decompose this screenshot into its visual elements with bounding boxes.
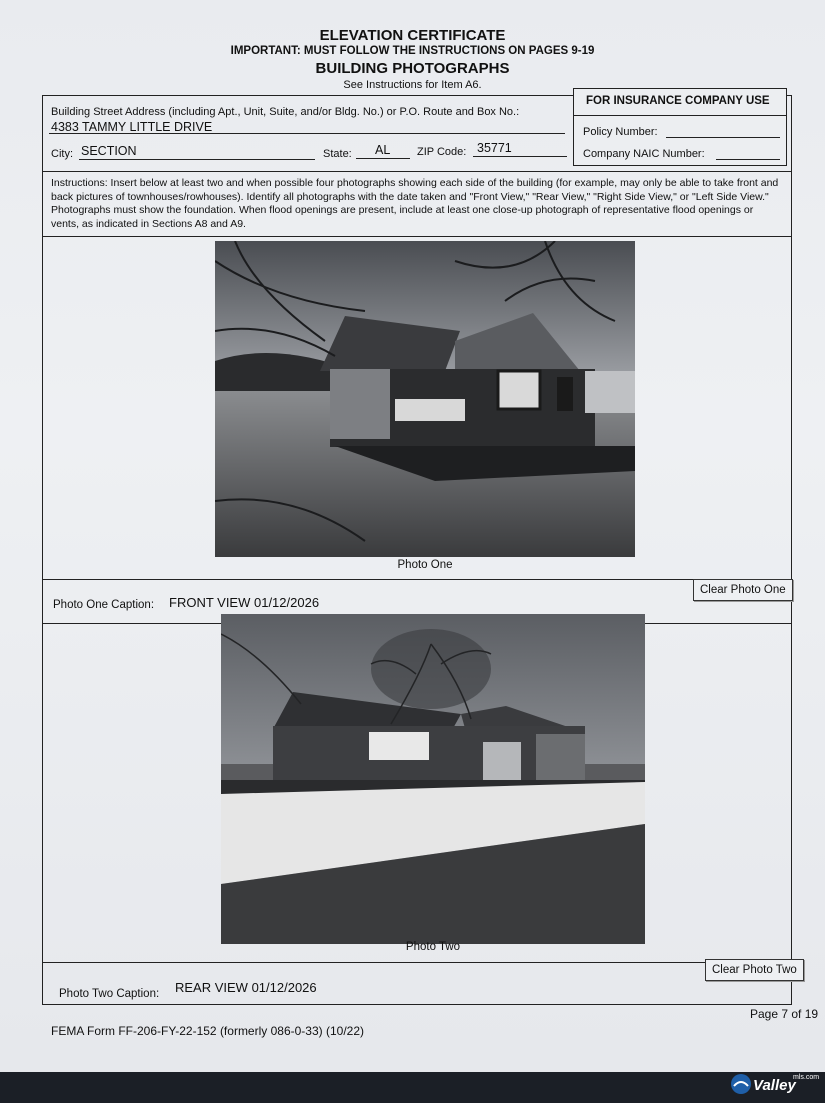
clear-photo-one-button[interactable]: Clear Photo One	[693, 579, 793, 601]
valley-logo-icon	[729, 1070, 821, 1098]
address-label: Building Street Address (including Apt., Unit, Suite, and/or Bldg. No.) or P.O. Route and Box No.:	[51, 106, 520, 118]
photo-one-caption-field[interactable]: FRONT VIEW 01/12/2026	[169, 595, 320, 610]
section-title: BUILDING PHOTOGRAPHS	[315, 60, 510, 77]
address-field[interactable]: 4383 TAMMY LITTLE DRIVE	[51, 120, 213, 134]
photo-one-label: Photo One	[397, 559, 453, 571]
form-frame	[42, 95, 797, 1005]
see-instructions: See Instructions for Item A6.	[343, 79, 482, 91]
state-underline	[356, 158, 410, 159]
svg-text:mls.com: mls.com	[793, 1074, 820, 1081]
page-number: Page 7 of 19	[750, 1007, 819, 1021]
address-underline	[49, 133, 565, 134]
divider	[43, 962, 791, 963]
photo-two-label: Photo Two	[405, 941, 461, 953]
policy-number-label: Policy Number:	[583, 126, 658, 138]
policy-number-field[interactable]	[666, 137, 780, 138]
photo-two-caption-field[interactable]: REAR VIEW 01/12/2026	[175, 980, 317, 995]
state-label: State:	[323, 148, 352, 160]
city-field[interactable]: SECTION	[81, 144, 137, 158]
insurance-box	[573, 88, 787, 166]
city-underline	[79, 159, 315, 160]
valley-mls-watermark	[729, 1070, 821, 1098]
naic-number-label: Company NAIC Number:	[583, 148, 705, 160]
svg-text:Valley: Valley	[753, 1077, 796, 1094]
zip-label: ZIP Code:	[417, 146, 467, 158]
city-label: City:	[51, 148, 73, 160]
state-field[interactable]: AL	[375, 143, 391, 157]
insurance-title: FOR INSURANCE COMPANY USE	[586, 95, 770, 107]
divider	[43, 579, 791, 580]
important-notice: IMPORTANT: MUST FOLLOW THE INSTRUCTIONS ON PAGES 9-19	[230, 45, 595, 57]
document-title: ELEVATION CERTIFICATE	[319, 27, 506, 44]
divider	[43, 236, 791, 237]
insurance-divider	[574, 115, 786, 116]
zip-field[interactable]: 35771	[477, 141, 512, 155]
zip-underline	[473, 156, 567, 157]
naic-number-field[interactable]	[716, 159, 780, 160]
divider	[43, 171, 791, 172]
instructions-text: Instructions: Insert below at least two and when possible four photographs showing each side of the building (for example, may only be able to take front and back pictures of townhouses/rowhouses). Identify all photographs with the date taken and "Front View," "Rear View," "Right Side View," or "Left Side View." Photographs must show the foundation. When flood openings are present, include at least one close-up photograph of representative flood openings or vents, as indicated in Sections A8 and A9.	[51, 177, 779, 230]
form-identifier: FEMA Form FF-206-FY-22-152 (formerly 086-0-33) (10/22)	[51, 1024, 364, 1038]
clear-photo-two-button[interactable]: Clear Photo Two	[705, 959, 804, 981]
photo-two-image	[221, 614, 645, 944]
photo-two-caption-label: Photo Two Caption:	[59, 988, 160, 1000]
photo-one-caption-label: Photo One Caption:	[53, 599, 155, 611]
photo-one-image	[215, 241, 635, 557]
